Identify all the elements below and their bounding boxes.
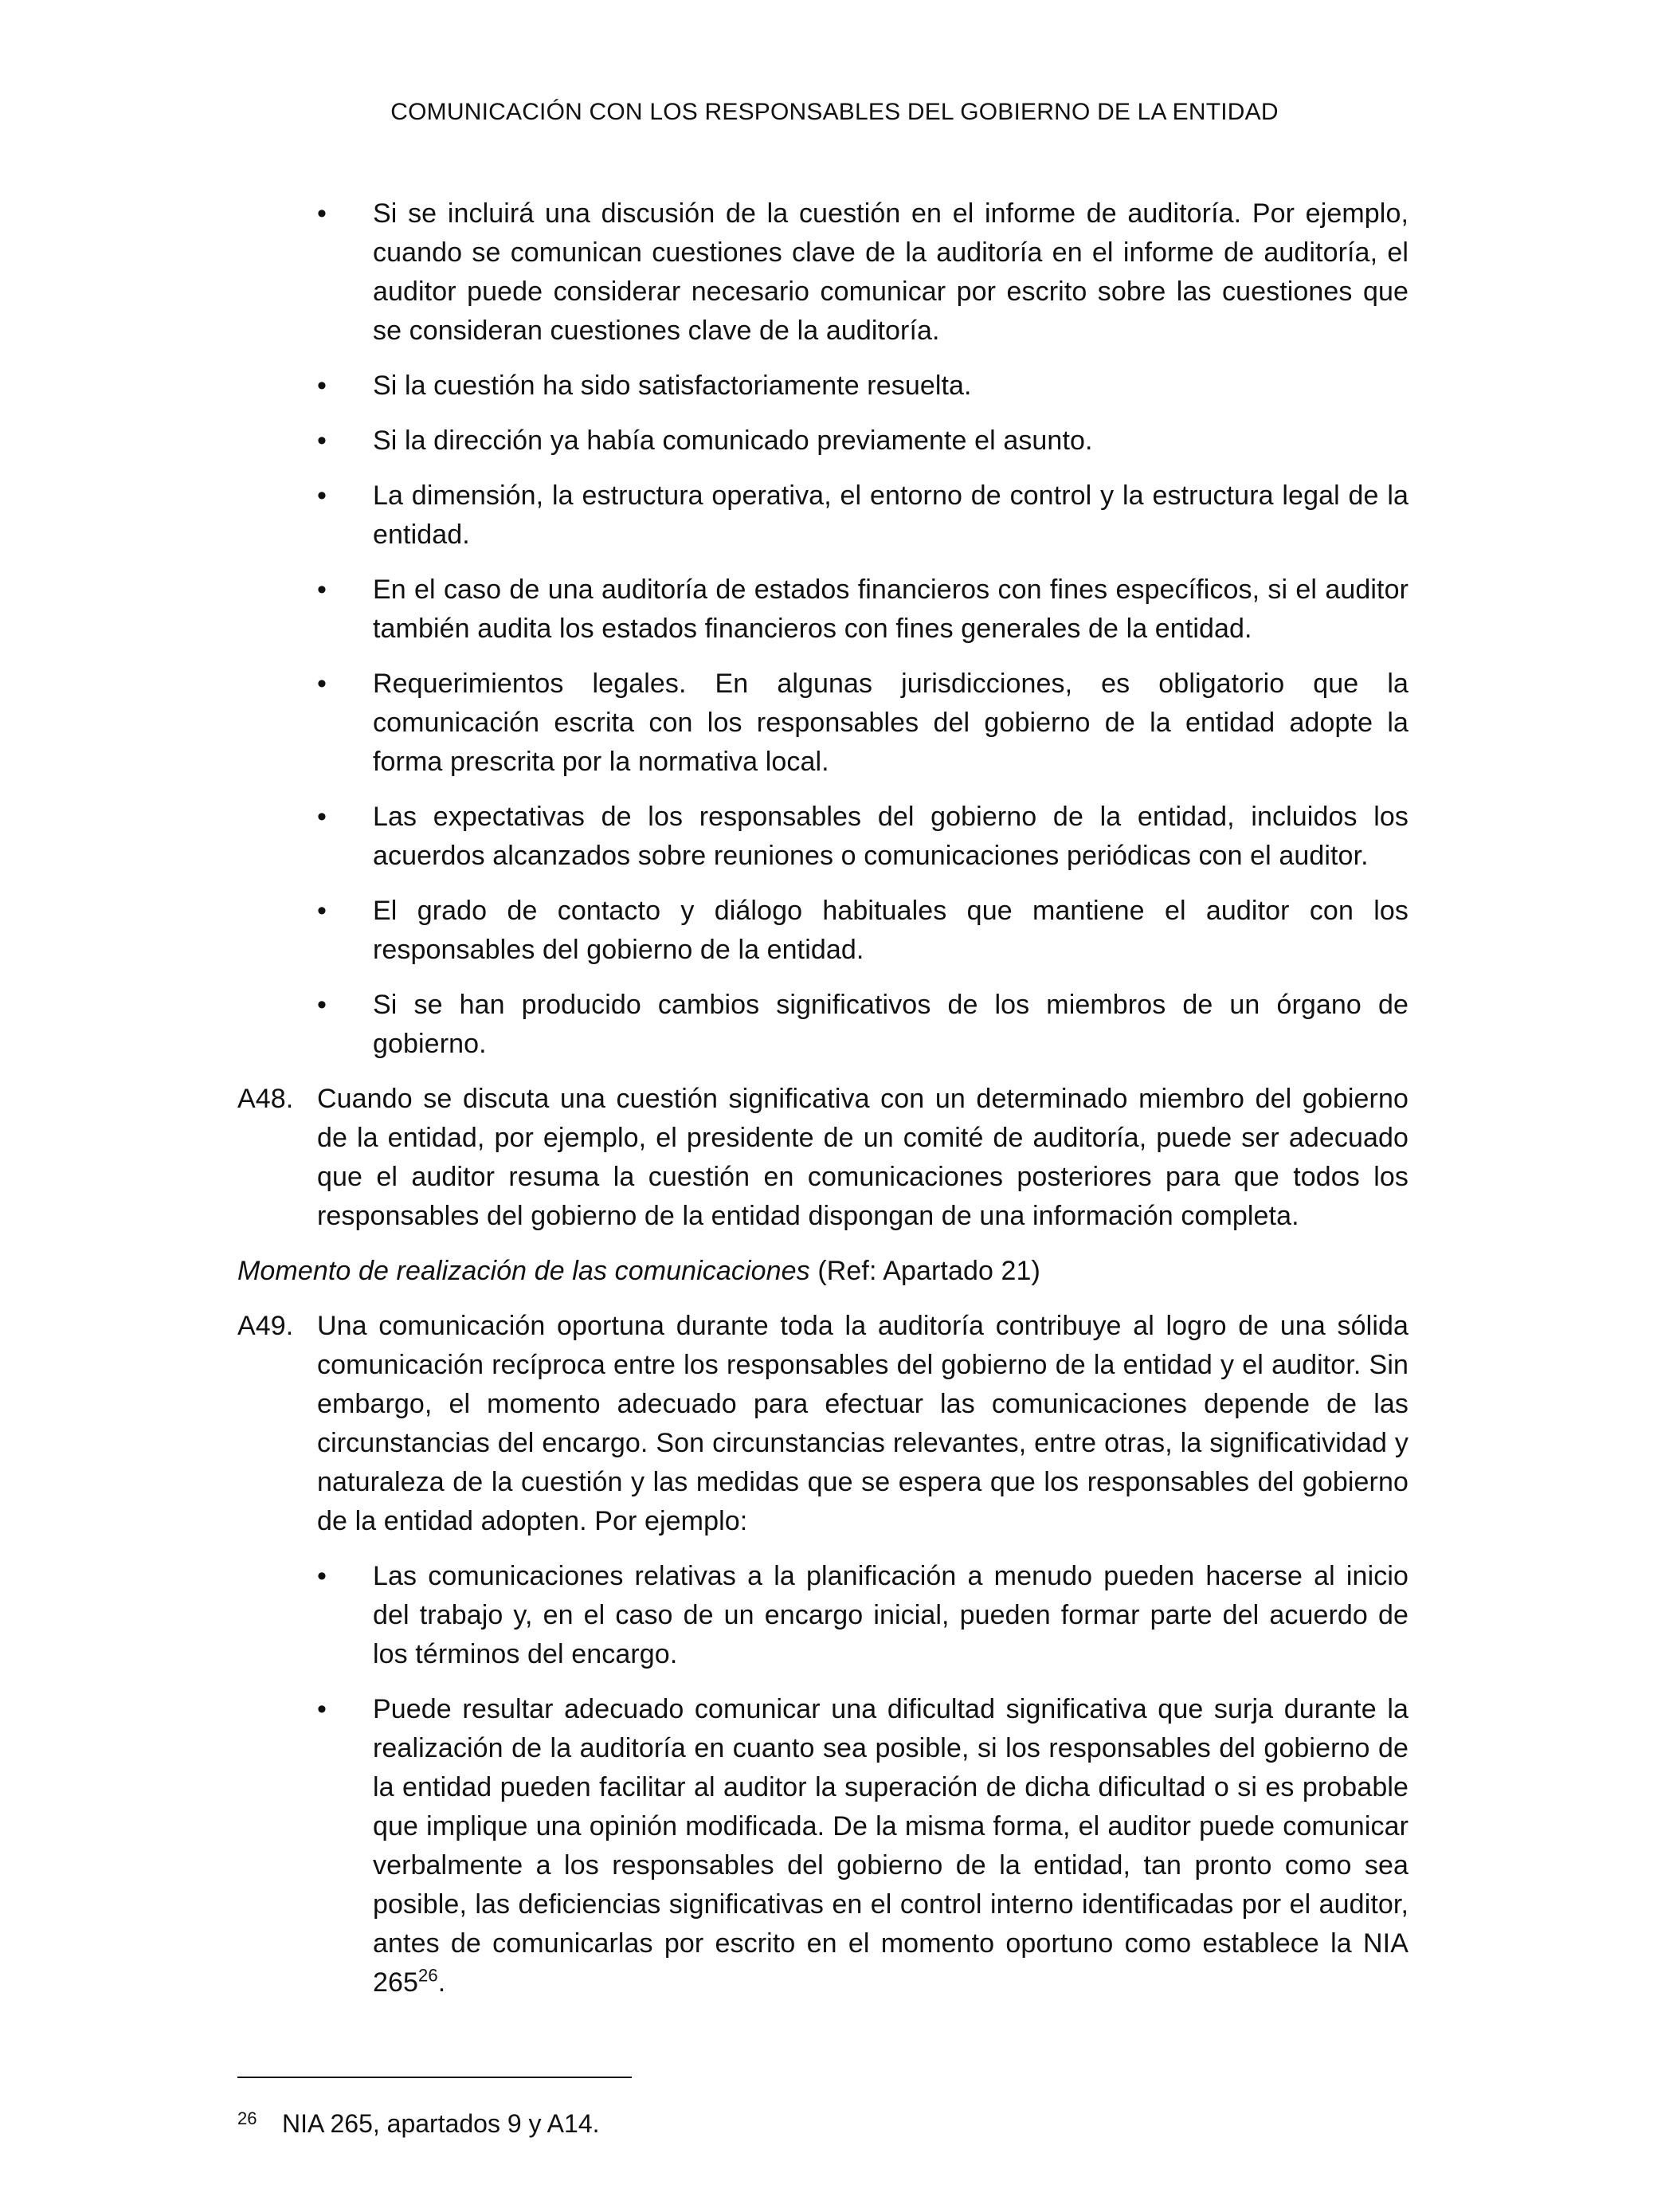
footnote-reference[interactable]: 26	[418, 1965, 438, 1986]
bullet-icon: •	[317, 1694, 327, 1724]
list-item-text: Si se han producido cambios significativos de los miembros de un órgano de gobierno.	[373, 990, 1408, 1059]
list-item-text: Requerimientos legales. En algunas jurisdicciones, es obligatorio que la comunicación escrita con los responsables del gobierno de la entidad adopte la forma prescrita por la normativa local.	[373, 669, 1408, 777]
bullet-icon: •	[317, 426, 327, 456]
bullet-icon: •	[317, 480, 327, 511]
list-item	[317, 892, 1408, 970]
list-item	[317, 422, 1408, 461]
list-item	[317, 367, 1408, 406]
list-item	[317, 194, 1408, 351]
paragraph-a48	[237, 1080, 1408, 1236]
bullet-icon: •	[317, 1561, 327, 1591]
list-item-text: Puede resultar adecuado comunicar una dificultad significativa que surja durante la realización de la auditoría en cuanto sea posible, si los responsables del gobierno de la entidad pueden facilitar al auditor la superación de dicha dificultad o si es probable que implique una opinión modificada. De la misma forma, el auditor puede comunicar verbalmente a los responsables del gobierno de la entidad, tan pronto como sea posible, las deficiencias significativas en el control interno identificadas por el auditor, antes de comunicarlas por escrito en el momento oportuno como establece la NIA 265	[373, 1694, 1408, 1998]
paragraph-number: A49.	[237, 1311, 294, 1341]
list-item-text: Si la cuestión ha sido satisfactoriamente resuelta.	[373, 371, 972, 401]
footnote	[237, 2101, 1408, 2141]
bullet-icon: •	[317, 575, 327, 605]
footnote-divider	[237, 2077, 632, 2078]
section-title: Momento de realización de las comunicaciones	[237, 1256, 810, 1286]
paragraph-text: Una comunicación oportuna durante toda la auditoría contribuye al logro de una sólida comunicación recíproca entre los responsables del gobierno de la entidad y el auditor. Sin embargo, el momento adecuado para efectuar las comunicaciones depende de las circunstancias del encargo. Son circunstancias relevantes, entre otras, la significatividad y naturaleza de la cuestión y las medidas que se espera que los responsables del gobierno de la entidad adopten. Por ejemplo:	[317, 1311, 1408, 1536]
list-item-text: Si la dirección ya había comunicado previamente el asunto.	[373, 426, 1093, 456]
list-item-text: Las expectativas de los responsables del gobierno de la entidad, incluidos los acuerdos alcanzados sobre reuniones o comunicaciones periódicas con el auditor.	[373, 802, 1408, 871]
footnote-text: NIA 265, apartados 9 y A14.	[282, 2109, 600, 2138]
list-item	[317, 1557, 1408, 1674]
bullet-icon: •	[317, 198, 327, 229]
list-item-text: Si se incluirá una discusión de la cuestión en el informe de auditoría. Por ejemplo, cuando se comunican cuestiones clave de la auditoría en el informe de auditoría, el auditor puede considerar necesario comunicar por escrito sobre las cuestiones que se consideran cuestiones clave de la auditoría.	[373, 198, 1408, 346]
paragraph-text: Cuando se discuta una cuestión significativa con un determinado miembro del gobierno de la entidad, por ejemplo, el presidente de un comité de auditoría, puede ser adecuado que el auditor resuma la cuestión en comunicaciones posteriores para que todos los responsables del gobierno de la entidad dispongan de una información completa.	[317, 1084, 1408, 1231]
list-item	[317, 477, 1408, 555]
running-header: COMUNICACIÓN CON LOS RESPONSABLES DEL GOBIERNO DE LA ENTIDAD	[390, 99, 1279, 125]
a49-bullet-list	[317, 1557, 1408, 2002]
list-item	[317, 1690, 1408, 2002]
bullet-icon: •	[317, 990, 327, 1020]
list-item	[317, 571, 1408, 649]
intro-bullet-list	[317, 194, 1408, 1064]
list-item	[317, 665, 1408, 782]
list-item-text: Las comunicaciones relativas a la planificación a menudo pueden hacerse al inicio del trabajo y, en el caso de un encargo inicial, pueden formar parte del acuerdo de los términos del encargo.	[373, 1561, 1408, 1669]
bullet-icon: •	[317, 669, 327, 699]
list-item-tail: .	[437, 1967, 446, 1998]
section-heading	[237, 1252, 1408, 1291]
bullet-icon: •	[317, 371, 327, 401]
bullet-icon: •	[317, 896, 327, 926]
footnote-number: 26	[237, 2108, 257, 2128]
list-item	[317, 986, 1408, 1064]
section-reference: (Ref: Apartado 21)	[817, 1256, 1040, 1286]
list-item-text: El grado de contacto y diálogo habituales que mantiene el auditor con los responsables del gobierno de la entidad.	[373, 896, 1408, 965]
paragraph-number: A48.	[237, 1084, 294, 1114]
bullet-icon: •	[317, 802, 327, 832]
paragraph-a49	[237, 1307, 1408, 1541]
list-item-text: En el caso de una auditoría de estados financieros con fines específicos, si el auditor también audita los estados financieros con fines generales de la entidad.	[373, 575, 1408, 644]
list-item-text: La dimensión, la estructura operativa, el entorno de control y la estructura legal de la entidad.	[373, 480, 1408, 550]
document-body	[237, 194, 1408, 2018]
list-item	[317, 798, 1408, 876]
